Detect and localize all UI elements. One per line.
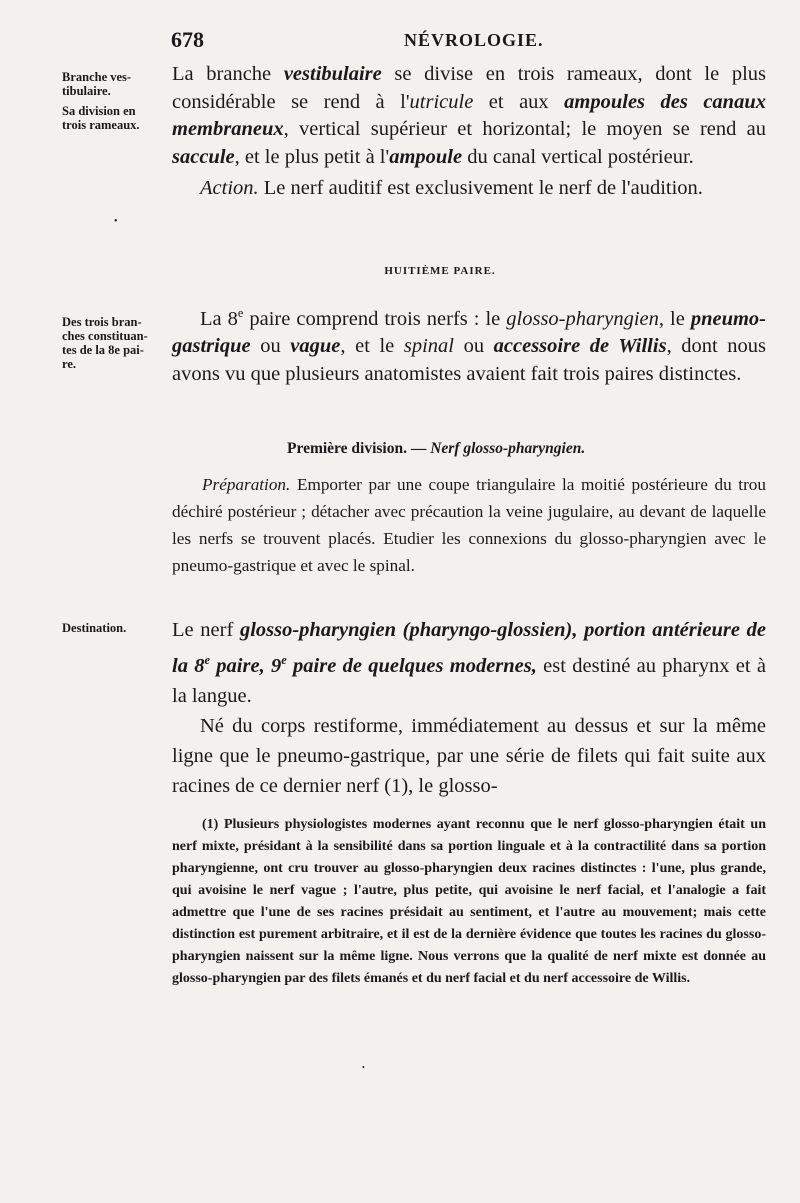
footnote: (1) Plusieurs physiologistes modernes ayant reconnu que le nerf glosso-pharyngien était un nerf mixte, présidant à la sensibilité dans sa portion linguale et à la contractilité dans sa portion pharyngienne, ont cru trouver au glosso-pharyngien deux racines distinctes : l'une, plus grande, qui avoisine le nerf vague ; l'autre, plus petite, qui avoisine le nerf facial, et l'analogie a fait admettre que l'une de ses racines présidait au sentiment, et l'autre au mouvement; mais cette distinction est purement arbitraire, et il est de la dernière évidence que toutes les racines du glosso-pharyngien naissent sur la même ligne. Nous verrons que la qualité de nerf mixte est donnée au glosso-pharyngien par des filets émanés et du nerf facial et du nerf accessoire de Willis. — [172, 817, 766, 986]
paragraph-huitieme-paire: La 8e paire comprend trois nerfs : le glosso-pharyngien, le pneumo-gastrique ou vague, et le spinal ou accessoire de Willis, dont nous avons vu que plusieurs anatomistes avaient fait trois paires distinctes. — [172, 306, 767, 385]
margin-note-destination: Destination. — [62, 621, 127, 635]
page-end-dot: • — [362, 1063, 365, 1072]
paragraph-destination: Le nerf glosso-pharyngien (pharyngo-glossien), portion antérieure de la 8e paire, 9e paire de quelques modernes, est destiné au pharynx et à la langue. Né du corps restiforme, immédiatement au dessus et sur la même ligne que le pneumo-gastrique, par une série de filets qui fait suite aux racines de ce dernier nerf (1), le glosso- — [172, 615, 766, 801]
running-header: NÉVROLOGIE. — [404, 30, 544, 50]
paragraph-preparation: Préparation. Emporter par une coupe triangulaire la moitié postérieure du trou déchiré postérieur ; détacher avec précaution la veine jugulaire, au devant de laquelle les nerfs se trouvent placés. Etudier les connexions du glosso-pharyngien avec le pneumo-gastrique et avec le spinal. — [172, 475, 766, 575]
section-heading: HUITIÈME PAIRE. — [384, 265, 496, 277]
action-label: Action. — [200, 177, 259, 199]
subsection-title: Première division. — Nerf glosso-pharyngien. — [287, 440, 586, 457]
page-number: 678 — [171, 27, 204, 52]
paragraph-origine: Né du corps restiforme, immédiatement au dessus et sur la même ligne que le pneumo-gastrique, par une série de filets qui fait suite aux racines de ce dernier nerf (1), le glosso- — [172, 714, 766, 797]
margin-note-branche-vestibulaire: Branche ves-tibulaire. — [62, 70, 132, 98]
margin-note-trois-branches: Des trois bran-ches constituan-tes de la 8e pai-re. — [62, 315, 148, 371]
margin-bullet: • — [114, 216, 118, 227]
margin-note-division: Sa division en trois rameaux. — [62, 104, 140, 132]
paragraph-vestibulaire: La branche vestibulaire se divise en trois rameaux, dont le plus considérable se rend à l'utricule et aux ampoules des canaux membraneux, vertical supérieur et horizontal; le moyen se rend au saccule, et le plus petit à l'ampoule du canal vertical postérieur. Action. Le nerf auditif est exclusivement le nerf de l'audition. — [172, 63, 766, 199]
